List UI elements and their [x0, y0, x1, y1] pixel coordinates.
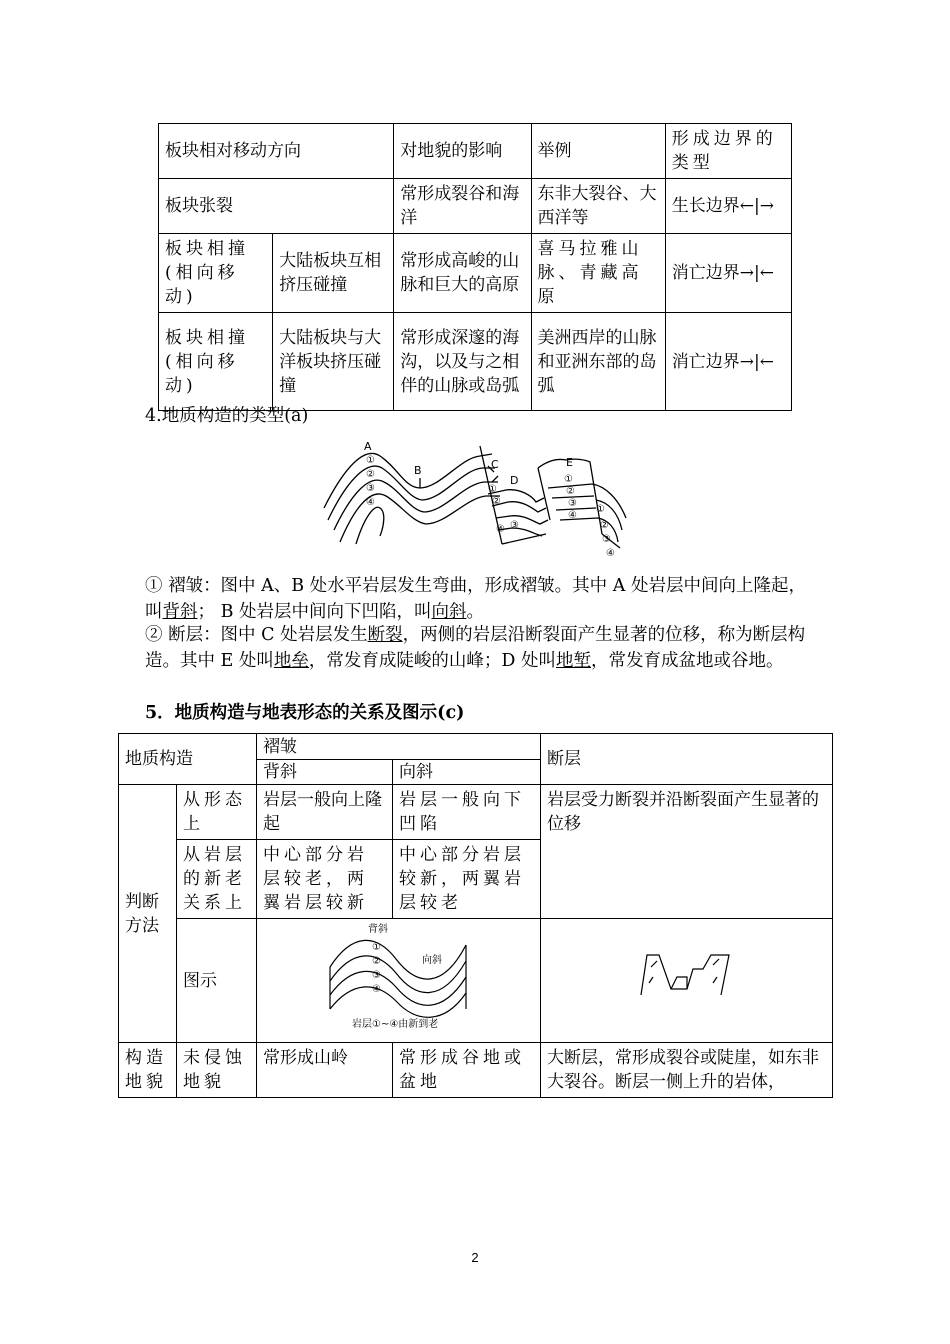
- section4-heading: 4.地质构造的类型(a): [145, 406, 309, 426]
- cell-subtype: 大陆板块互相挤压碰撞: [273, 234, 394, 313]
- plate-movement-table: [158, 123, 792, 411]
- geologic-structure-diagram: [320, 438, 630, 560]
- cell-landform-label: 构造地貌: [119, 1043, 177, 1098]
- cell-direction: 板块相撞(相向移动): [159, 313, 273, 411]
- fold-paragraph: ① 褶皱：图中 A、B 处水平岩层发生弯曲，形成褶皱。其中 A 处岩层中间向上隆起，叫背斜； B 处岩层中间向下凹陷，叫向斜。: [145, 576, 806, 622]
- label-A: A: [364, 440, 372, 453]
- cell-syncline-landform: 常形成谷地或盆地: [393, 1043, 541, 1098]
- fault-figure: [637, 947, 737, 1007]
- layer-3: ③: [510, 520, 519, 531]
- header-syncline: 向斜: [393, 760, 541, 785]
- layer-4: ④: [496, 524, 505, 535]
- header-structure: 地质构造: [119, 734, 257, 785]
- cell-anticline-age: 中心部分岩层较老，两翼岩层较新: [257, 840, 393, 919]
- layer-1: ①: [366, 455, 375, 466]
- fig-layer-4: ④: [371, 984, 381, 995]
- table-row: [159, 179, 792, 234]
- fig-layer-2: ②: [371, 956, 381, 967]
- cell-example: 喜马拉雅山脉、青藏高原: [531, 234, 665, 313]
- page-number: 2: [471, 1250, 479, 1265]
- cell-by-age: 从岩层的新老关系上: [177, 840, 257, 919]
- layer-4: ④: [366, 497, 375, 508]
- cell-boundary: 生长边界←|→: [665, 179, 791, 234]
- layer-2: ②: [492, 496, 501, 507]
- cell-fault-shape: 岩层受力断裂并沿断裂面产生显著的位移: [541, 785, 833, 919]
- header-example: 举例: [531, 124, 665, 179]
- label-B: B: [414, 464, 422, 477]
- cell-example: 美洲西岸的山脉和亚洲东部的岛弧: [531, 313, 665, 411]
- table-row: [159, 234, 792, 313]
- fig-layer-3: ③: [371, 970, 381, 981]
- table-row: [119, 785, 833, 840]
- layer-4: ④: [606, 548, 615, 559]
- label-C: C: [491, 458, 499, 471]
- header-anticline: 背斜: [257, 760, 393, 785]
- cell-fold-figure: [257, 919, 541, 1043]
- cell-syncline-age: 中心部分岩层较新，两翼岩层较老: [393, 840, 541, 919]
- section5-heading: 5．地质构造与地表形态的关系及图示(c): [145, 703, 465, 723]
- cell-boundary: 消亡边界→|←: [665, 234, 791, 313]
- layer-2: ②: [366, 469, 375, 480]
- layer-1: ①: [596, 504, 605, 515]
- cell-uneroded: 未侵蚀地貌: [177, 1043, 257, 1098]
- layer-3: ③: [602, 534, 611, 545]
- structure-landform-table: [118, 733, 833, 1098]
- layer-4: ④: [568, 510, 577, 521]
- header-direction: 板块相对移动方向: [159, 124, 394, 179]
- cell-fault-figure: [541, 919, 833, 1043]
- fault-paragraph: ② 断层：图中 C 处岩层发生断裂，两侧的岩层沿断裂面产生显著的位移，称为断层构造。其中 E 处叫地垒，常发育成陡峻的山峰；D 处叫地堑，常发育成盆地或谷地。: [145, 625, 806, 671]
- fig-anticline-label: 背斜: [367, 924, 388, 935]
- cell-direction: 板块张裂: [159, 179, 394, 234]
- table-row: [119, 734, 833, 760]
- layer-3: ③: [568, 498, 577, 509]
- cell-effect: 常形成裂谷和海洋: [394, 179, 531, 234]
- cell-by-shape: 从形态上: [177, 785, 257, 840]
- cell-figure-label: 图示: [177, 919, 257, 1043]
- header-fault: 断层: [541, 734, 833, 785]
- cell-fault-landform: 大断层，常形成裂谷或陡崖，如东非大裂谷。断层一侧上升的岩体，: [541, 1043, 833, 1098]
- layer-1: ①: [488, 484, 497, 495]
- fig-caption: 岩层①~④由新到老: [351, 1019, 438, 1030]
- cell-example: 东非大裂谷、大西洋等: [531, 179, 665, 234]
- cell-anticline-shape: 岩层一般向上隆起: [257, 785, 393, 840]
- term-fracture: 断裂: [367, 625, 403, 645]
- term-syncline: 向斜: [431, 602, 467, 622]
- cell-effect: 常形成高峻的山脉和巨大的高原: [394, 234, 531, 313]
- table-row: [159, 313, 792, 411]
- layer-2: ②: [600, 520, 609, 531]
- cell-effect: 常形成深邃的海沟，以及与之相伴的山脉或岛弧: [394, 313, 531, 411]
- fig-syncline-label: 向斜: [421, 955, 442, 966]
- cell-direction: 板块相撞(相向移动): [159, 234, 273, 313]
- header-fold: 褶皱: [257, 734, 541, 760]
- term-anticline: 背斜: [162, 602, 198, 622]
- header-effect: 对地貌的影响: [394, 124, 531, 179]
- cell-subtype: 大陆板块与大洋板块挤压碰撞: [273, 313, 394, 411]
- layer-3: ③: [366, 483, 375, 494]
- header-boundary: 形成边界的类型: [665, 124, 791, 179]
- fold-figure: [324, 919, 474, 1035]
- layer-1: ①: [564, 474, 573, 485]
- label-E: E: [566, 456, 573, 469]
- layer-2: ②: [566, 486, 575, 497]
- term-horst: 地垒: [273, 651, 309, 671]
- cell-anticline-landform: 常形成山岭: [257, 1043, 393, 1098]
- label-D: D: [510, 474, 519, 487]
- cell-judge-method: 判断方法: [119, 785, 177, 1043]
- cell-syncline-shape: 岩层一般向下凹陷: [393, 785, 541, 840]
- table-row: [119, 919, 833, 1043]
- term-graben: 地堑: [556, 651, 591, 671]
- cell-boundary: 消亡边界→|←: [665, 313, 791, 411]
- table-row: [119, 1043, 833, 1098]
- fig-layer-1: ①: [371, 942, 381, 953]
- table-row: [159, 124, 792, 179]
